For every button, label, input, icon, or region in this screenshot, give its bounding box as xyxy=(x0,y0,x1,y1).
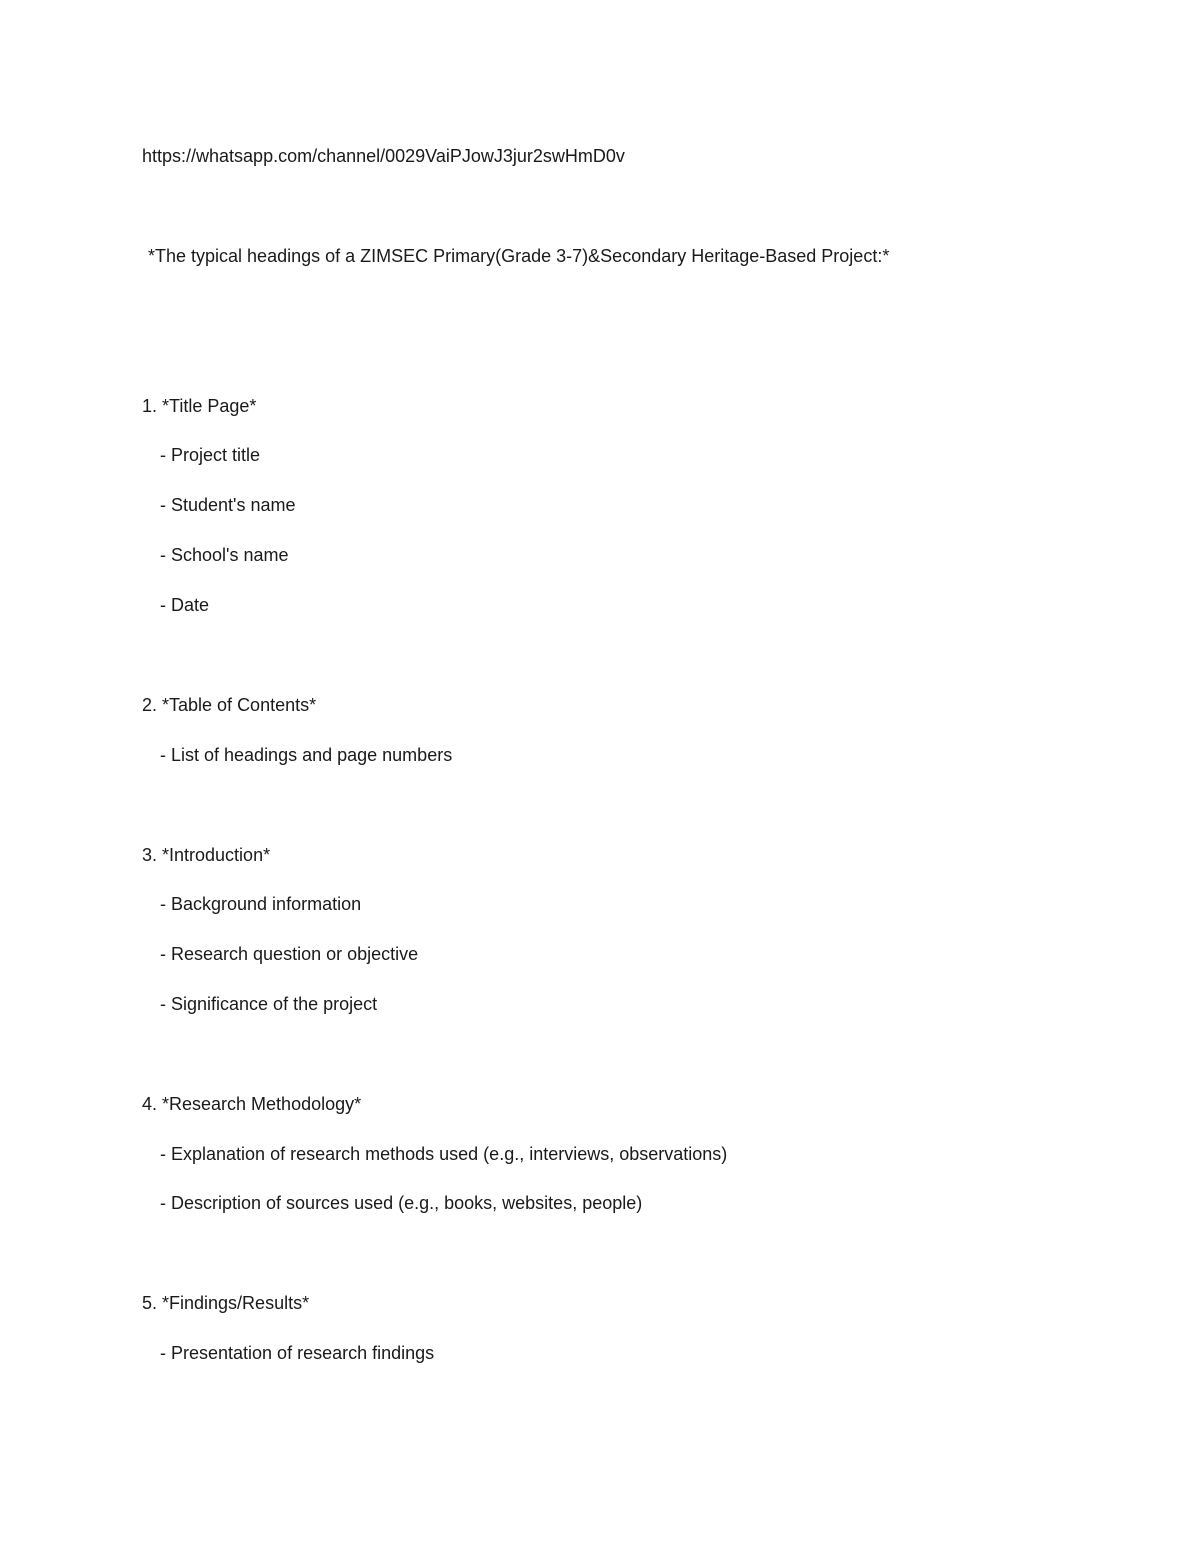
section-heading-findings-results: 5. *Findings/Results* xyxy=(142,1293,310,1313)
list-item: - Date xyxy=(160,595,210,615)
list-item: - Research question or objective xyxy=(160,944,419,964)
section-heading-introduction: 3. *Introduction* xyxy=(142,845,271,865)
section-heading-research-methodology: 4. *Research Methodology* xyxy=(142,1094,362,1114)
section-heading-title-page: 1. *Title Page* xyxy=(142,396,257,416)
list-item: - Project title xyxy=(160,445,261,465)
list-item: - Student's name xyxy=(160,495,296,515)
intro-text: *The typical headings of a ZIMSEC Primary(Grade 3-7)&Secondary Heritage-Based Project:* xyxy=(148,246,890,266)
section-heading-table-of-contents: 2. *Table of Contents* xyxy=(142,695,317,715)
list-item: - Presentation of research findings xyxy=(160,1343,435,1363)
list-item: - Explanation of research methods used (e.g., interviews, observations) xyxy=(160,1144,728,1164)
list-item: - List of headings and page numbers xyxy=(160,745,453,765)
channel-url[interactable]: https://whatsapp.com/channel/0029VaiPJowJ3jur2swHmD0v xyxy=(142,146,625,166)
list-item: - Description of sources used (e.g., books, websites, people) xyxy=(160,1193,643,1213)
list-item: - Significance of the project xyxy=(160,994,378,1014)
list-item: - School's name xyxy=(160,545,289,565)
list-item: - Background information xyxy=(160,894,362,914)
